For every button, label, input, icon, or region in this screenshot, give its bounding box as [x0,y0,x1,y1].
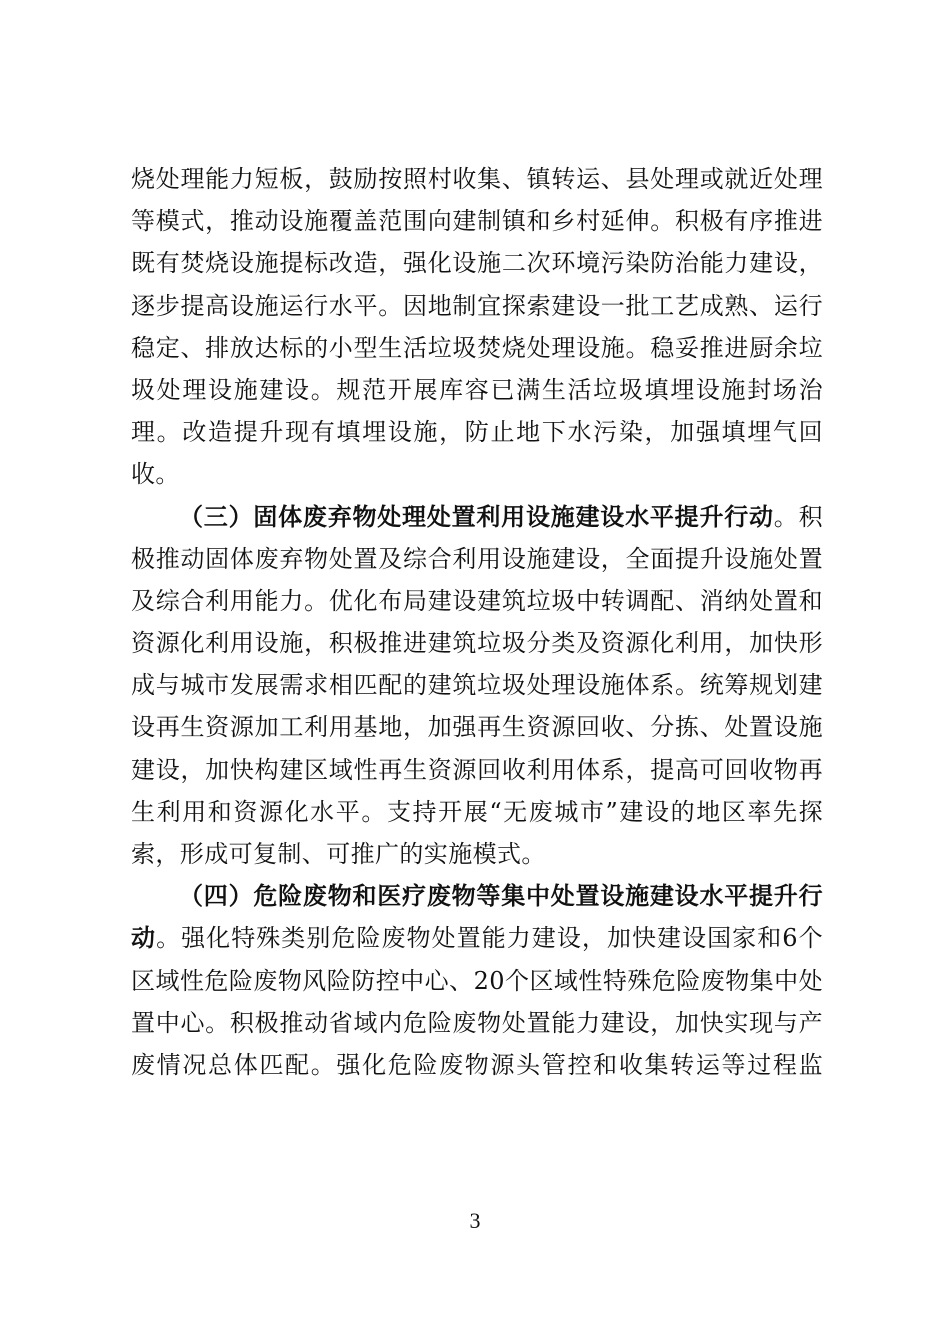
text-line: 稳定、排放达标的小型生活垃圾焚烧处理设施。稳妥推进厨余垃 [131,333,823,362]
text-line: 理。改造提升现有填埋设施，防止地下水污染，加强填埋气回 [131,418,823,447]
section-heading: 动 [131,923,157,953]
text-line: 废情况总体匹配。强化危险废物源头管控和收集转运等过程监 [131,1050,823,1079]
text-line: 生利用和资源化水平。支持开展“无废城市”建设的地区率先探 [131,797,823,826]
section-heading-line [131,875,823,917]
text-line: 圾处理设施建设。规范开展库容已满生活垃圾填埋设施封场治 [131,375,823,404]
text-line: 设再生资源加工利用基地，加强再生资源回收、分拣、处置设施 [131,713,823,742]
text-line: 既有焚烧设施提标改造，强化设施二次环境污染防治能力建设， [131,249,823,278]
section-heading: （四）危险废物和医疗废物等集中处置设施建设水平提升行 [179,881,823,911]
text-line: 资源化利用设施，积极推进建筑垃圾分类及资源化利用，加快形 [131,629,823,658]
text-line: 等模式，推动设施覆盖范围向建制镇和乡村延伸。积极有序推进 [131,207,823,236]
text-line: 建设，加快构建区域性再生资源回收利用体系，提高可回收物再 [131,755,823,784]
page-number: 3 [469,1208,481,1233]
text-line: 及综合利用能力。优化布局建设建筑垃圾中转调配、消纳处置和 [131,586,823,615]
text-line: 置中心。积极推动省域内危险废物处置能力建设，加快实现与产 [131,1008,823,1037]
text-line: 烧处理能力短板，鼓励按照村收集、镇转运、县处理或就近处理 [131,165,823,193]
section-heading: （三）固体废弃物处理处置利用设施建设水平提升行动 [179,501,774,531]
section-heading-line: 动。强化特殊类别危险废物处置能力建设，加快建设国家和6个 [131,923,823,953]
text-line: 收。 [131,460,180,489]
section-heading-line: （三）固体废弃物处理处置利用设施建设水平提升行动。积 [179,501,823,531]
body-text [131,158,823,1086]
text-line: 极推动固体废弃物处置及综合利用设施建设，全面提升设施处置 [131,544,823,573]
text-line: 区域性危险废物风险防控中心、20个区域性特殊危险废物集中处 [131,966,823,995]
text-line: 逐步提高设施运行水平。因地制宜探索建设一批工艺成熟、运行 [131,291,823,320]
text-line: 成与城市发展需求相匹配的建筑垃圾处理设施体系。统筹规划建 [131,671,823,700]
text-line: 索，形成可复制、可推广的实施模式。 [131,840,546,868]
